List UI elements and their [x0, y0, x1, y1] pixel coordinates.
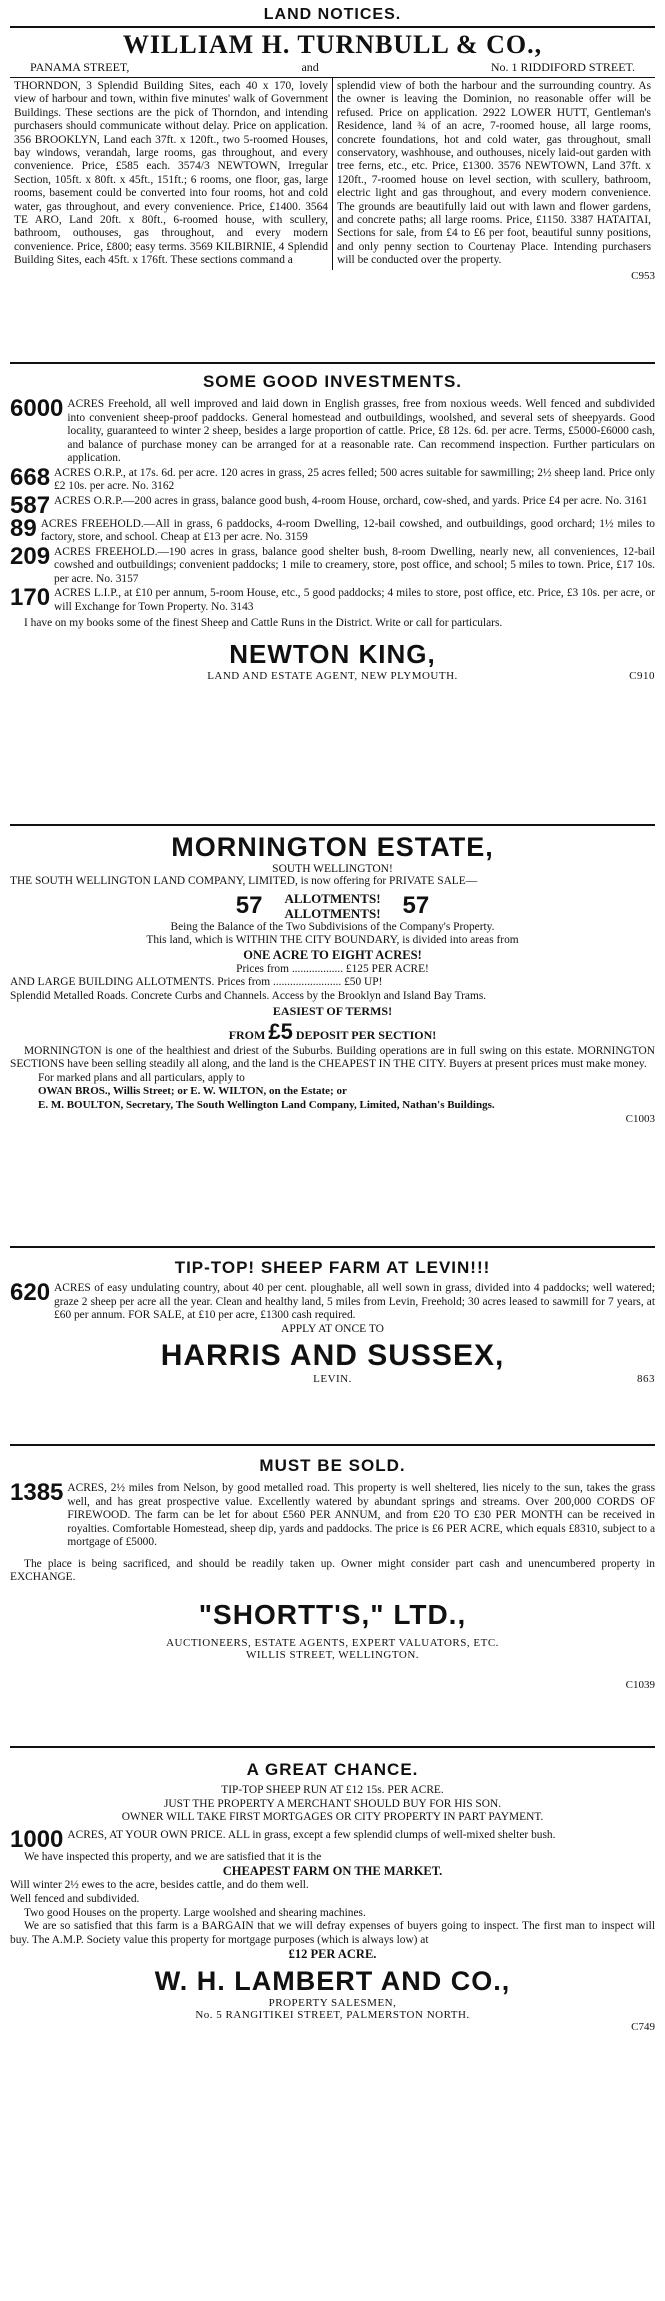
lot-item: [10, 491, 655, 519]
allotments-1: ALLOTMENTS!: [284, 890, 381, 906]
lot-item: [10, 584, 655, 614]
newton-king-ad: [10, 364, 655, 824]
ad-code: C1039: [625, 1678, 655, 1691]
lot-text: ACRES, 2½ miles from Nelson, by good metalled road. This property is well sheltered, lies nicely to the sun, takes the grass well, and has great prospective value. Excellently watered by abundant springs and streams. Over 200,000 CORDS OF FIREWOOD. The farm can be let for about £560 PER ANNUM, and from £20 TO £30 PER MONTH can be received in royalties. Comfortable Homestead, sheep dip, yards and paddocks. The price is £6 PER ACRE, which equals £8310, subject to a mortgage of £5000.: [67, 1482, 655, 1548]
ad-code: C953: [631, 269, 655, 282]
lot-item: [10, 1279, 655, 1323]
deposit-line: [10, 1019, 655, 1045]
lot-item: [10, 1825, 655, 1853]
lot-text: ACRES L.I.P., at £10 per annum, 5-room House, etc., 5 good paddocks; 4 miles to store, post office, etc. Price, £3 10s. per acre, or will Exchange for Town Property. No. 3143: [54, 587, 655, 613]
line: Well fenced and subdivided.: [10, 1892, 140, 1905]
agent-name: HARRIS AND SUSSEX,: [160, 1338, 505, 1372]
lot-text: ACRES Freehold, all well improved and laid down in English grasses, free from noxious weeds. Well fenced and subdivided into convenient sheep-proof paddocks. General homestead and outbuildings, woolshed, and several sets of sheepyards. Good locality, guaranteed to winter 2 sheep, besides a large proportion of cattle. Price, £8 12s. 6d. per acre. Terms, £5000-£6000 cash, and balance of purchase money can be arranged for at a reasonable rate. Can recommend inspection. Further particulars on application.: [67, 398, 655, 464]
turnbull-ad: [10, 28, 655, 362]
line: We are so satisfied that this farm is a BARGAIN that we will defray expenses of buyers going to inspect. The first man to inspect will buy. The A.M.P. Society value this property for mortgage purposes (which is always low) at: [10, 1920, 655, 1946]
listings-columns: [10, 77, 655, 270]
lot-item: [10, 395, 655, 466]
estate-sub: SOUTH WELLINGTON!: [272, 863, 393, 875]
lot-text: ACRES FREEHOLD.—All in grass, 6 paddocks, 4-room Dwelling, 12-bail cowshed, and outbuildings, good orchard; 1½ miles to factory, store, and school. Cheap at £13 per acre. No. 3159: [40, 517, 655, 543]
apply: APPLY AT ONCE TO: [281, 1322, 384, 1335]
headline-2: JUST THE PROPERTY A MERCHANT SHOULD BUY FOR HIS SON.: [163, 1797, 502, 1810]
agent-sub-2: No. 5 RANGITIKEI STREET, PALMERSTON NORTH.: [195, 2009, 470, 2022]
agents-1: OWAN BROS., Willis Street; or E. W. WILTON, on the Estate; or: [38, 1085, 347, 1098]
lot-acres: 209: [10, 542, 51, 570]
agent-sub-2: WILLIS STREET, WELLINGTON.: [245, 1648, 420, 1661]
lot-text: ACRES O.R.P.—200 acres in grass, balance good bush, 4-room House, orchard, cow-shed, and yards. Price £4 per acre. No. 3161: [54, 494, 648, 507]
listings-right: splendid view of both the harbour and the surrounding country. As the owner is leaving the Dominion, no reasonable offer will be refused. Price on application. 2922 LOWER HUTT, Gentleman's Residence, land ¾ of an acre, 7-roomed house, all large rooms, concrete foundations, hot and cold water, gas throughout, small conservatory, washhouse, and outhouses, nicely laid-out garden with tree ferns, etc., etc. Price, £1300. 3576 NEWTOWN, Land 37ft. x 120ft., 7-roomed house on level section, with scullery, bathroom, electric light and gas throughout, and every modern convenience. The grounds are beautifully laid out with lawn and flower gardens, and concrete paths; all large rooms. Price, £1150. 3387 HATAITAI, Sections for sale, from £4 to £6 per foot, beautiful sunny positions, and only penny section to Courtenay Place. Intending purchasers will be conducted over the property.: [337, 80, 651, 267]
lot-item: [10, 542, 655, 587]
lot-text: ACRES FREEHOLD.—190 acres in grass, balance good shelter bush, 8-room Dwelling, nearly new, all conveniences, 12-bail cowshed and outbuildings; convenient paddocks; 1 mile to creamery, store, post office, and school; 5 miles to town. Price, £17 10s. per acre. No. 3157: [54, 545, 655, 585]
headline-3: OWNER WILL TAKE FIRST MORTGAGES OR CITY PROPERTY IN PART PAYMENT.: [121, 1811, 544, 1824]
lot-item: [10, 463, 655, 494]
line: Will winter 2½ ewes to the acre, besides cattle, and do them well.: [10, 1879, 309, 1892]
line: We have inspected this property, and we are satisfied that it is the: [24, 1850, 322, 1863]
address-and: and: [301, 60, 319, 74]
estate-title: MORNINGTON ESTATE,: [171, 832, 494, 862]
line: ONE ACRE TO EIGHT ACRES!: [243, 947, 422, 962]
address-left: PANAMA STREET,: [30, 60, 130, 74]
agent-sub-1: PROPERTY SALESMEN,: [268, 1997, 397, 2010]
section-title: MUST BE SOLD.: [259, 1456, 406, 1475]
line: Prices from .................. £125 PER ACRE!: [236, 962, 429, 975]
section-title: TIP-TOP! SHEEP FARM AT LEVIN!!!: [174, 1258, 491, 1277]
deposit-amount: £5: [268, 1018, 293, 1044]
lambert-ad: [10, 1748, 655, 2108]
firm-address: [10, 60, 655, 75]
lot-acres: 668: [10, 463, 51, 491]
line: Splendid Metalled Roads. Concrete Curbs and Channels. Access by the Brooklyn and Island Bay Trams.: [10, 989, 487, 1002]
agent-sub: [10, 670, 655, 682]
ad-code: 863: [637, 1372, 655, 1385]
allot-count-right: 57: [402, 891, 430, 919]
firm-name: WILLIAM H. TURNBULL & CO.,: [122, 30, 543, 59]
agent-place-row: [10, 1373, 655, 1385]
line: AND LARGE BUILDING ALLOTMENTS. Prices from ........................ £50 UP!: [10, 976, 383, 989]
allotments-row: [10, 891, 655, 921]
allot-count-left: 57: [235, 891, 263, 919]
shortts-ad: [10, 1446, 655, 1746]
address-right: No. 1 RIDDIFORD STREET.: [490, 60, 635, 74]
note: I have on my books some of the finest Sheep and Cattle Runs in the District. Write or call for particulars.: [24, 617, 503, 629]
line: Two good Houses on the property. Large woolshed and shearing machines.: [24, 1906, 366, 1919]
mornington-ad: [10, 826, 655, 1246]
agent-sub-1: AUCTIONEERS, ESTATE AGENTS, EXPERT VALUATORS, ETC.: [166, 1636, 499, 1649]
headline-1: TIP-TOP SHEEP RUN AT £12 15s. PER ACRE.: [221, 1784, 444, 1796]
intro: THE SOUTH WELLINGTON LAND COMPANY, LIMITED, is now offering for PRIVATE SALE—: [10, 875, 478, 887]
line: This land, which is WITHIN THE CITY BOUNDARY, is divided into areas from: [146, 934, 519, 947]
levin-ad: [10, 1248, 655, 1444]
ad-code: C910: [629, 669, 655, 682]
lot-acres: 587: [10, 491, 51, 519]
allotments-label: [284, 891, 380, 921]
agents-2: E. M. BOULTON, Secretary, The South Wellington Land Company, Limited, Nathan's Buildings.: [38, 1098, 495, 1111]
allotments-2: ALLOTMENTS!: [284, 905, 381, 921]
deposit-rest: DEPOSIT PER SECTION!: [295, 1027, 437, 1042]
lot-acres: 620: [10, 1279, 51, 1306]
section-title: SOME GOOD INVESTMENTS.: [202, 372, 463, 391]
agent-subtitle: LAND AND ESTATE AGENT, NEW PLYMOUTH.: [207, 669, 458, 682]
lot-text: ACRES, AT YOUR OWN PRICE. ALL in grass, except a few splendid clumps of well-mixed shelter bush.: [67, 1828, 556, 1841]
lot-acres: 89: [10, 514, 37, 542]
note: The place is being sacrificed, and should be readily taken up. Owner might consider part cash and unencumbered property in EXCHANGE.: [10, 1557, 655, 1584]
lot-acres: 170: [10, 584, 51, 611]
agent-place: LEVIN.: [313, 1372, 352, 1385]
agent-name: NEWTON KING,: [229, 638, 436, 669]
lot-text: ACRES O.R.P., at 17s. 6d. per acre. 120 acres in grass, 25 acres felled; 500 acres suitable for sawmilling; 2½ sheep land. Price only £2 10s. per acre. No. 3162: [54, 466, 655, 492]
ad-code: C1003: [625, 1112, 655, 1125]
deposit-from: FROM: [228, 1027, 266, 1042]
line: CHEAPEST FARM ON THE MARKET.: [222, 1864, 443, 1879]
lot-acres: 6000: [10, 395, 64, 422]
lot-acres: 1385: [10, 1479, 64, 1506]
lot-text: ACRES of easy undulating country, about 40 per cent. ploughable, all well sown in grass, divided into 4 paddocks; well watered; graze 2 sheep per acre all the year. Clean and healthy land, 5 miles from Levin, Freehold; 30 acres leased to sawmill for 7 years, at £60 per annum. FOR SALE, at £10 per acre, £1300 cash required.: [54, 1282, 655, 1321]
line: £12 PER ACRE.: [288, 1947, 377, 1962]
para: MORNINGTON is one of the healthiest and driest of the Suburbs. Building operations are in full swing on this estate. MORNINGTON SECTIONS have been selling steadily all along, and the land is the CHEAPEST IN THE CITY. Buyers at present prices must make money.: [10, 1044, 655, 1071]
line: Being the Balance of the Two Subdivisions of the Company's Property.: [170, 920, 495, 933]
lot-item: [10, 514, 655, 545]
lot-item: [10, 1479, 655, 1550]
page-header: LAND NOTICES.: [263, 6, 402, 23]
apply: For marked plans and all particulars, apply to: [38, 1071, 245, 1084]
line: EASIEST OF TERMS!: [272, 1003, 393, 1018]
section-title: A GREAT CHANCE.: [246, 1760, 419, 1779]
ad-code: C749: [631, 2021, 655, 2034]
listings-left: THORNDON, 3 Splendid Building Sites, each 40 x 170, lovely view of harbour and town, within five minutes' walk of Government Buildings. These sections are the pick of Thorndon, and intending purchasers should communicate without delay. Price on application. 356 BROOKLYN, Land each 37ft. x 120ft., two 5-roomed Houses, bay windows, verandah, large rooms, gas throughout, and every convenience. Price, £585 each. 3574/3 NEWTOWN, Irregular Section, 105ft. x 80ft. x 45ft., 151ft.; 6 rooms, one floor, gas, large rooms, basement could be converted into four rooms, hot and cold water, gas throughout, and every convenience. Price, £1400. 3564 TE ARO, Land 20ft. x 80ft., 6-roomed house, with scullery, bathroom, outhouses, gas throughout, and every modern convenience. Price, £800; easy terms. 3569 KILBIRNIE, 4 Splendid Building Sites, each 45ft. x 176ft. These sections command a: [10, 78, 333, 270]
lot-acres: 1000: [10, 1825, 64, 1853]
agent-name: "SHORTT'S," LTD.,: [198, 1598, 467, 1630]
agent-name: W. H. LAMBERT AND CO.,: [154, 1966, 511, 1997]
